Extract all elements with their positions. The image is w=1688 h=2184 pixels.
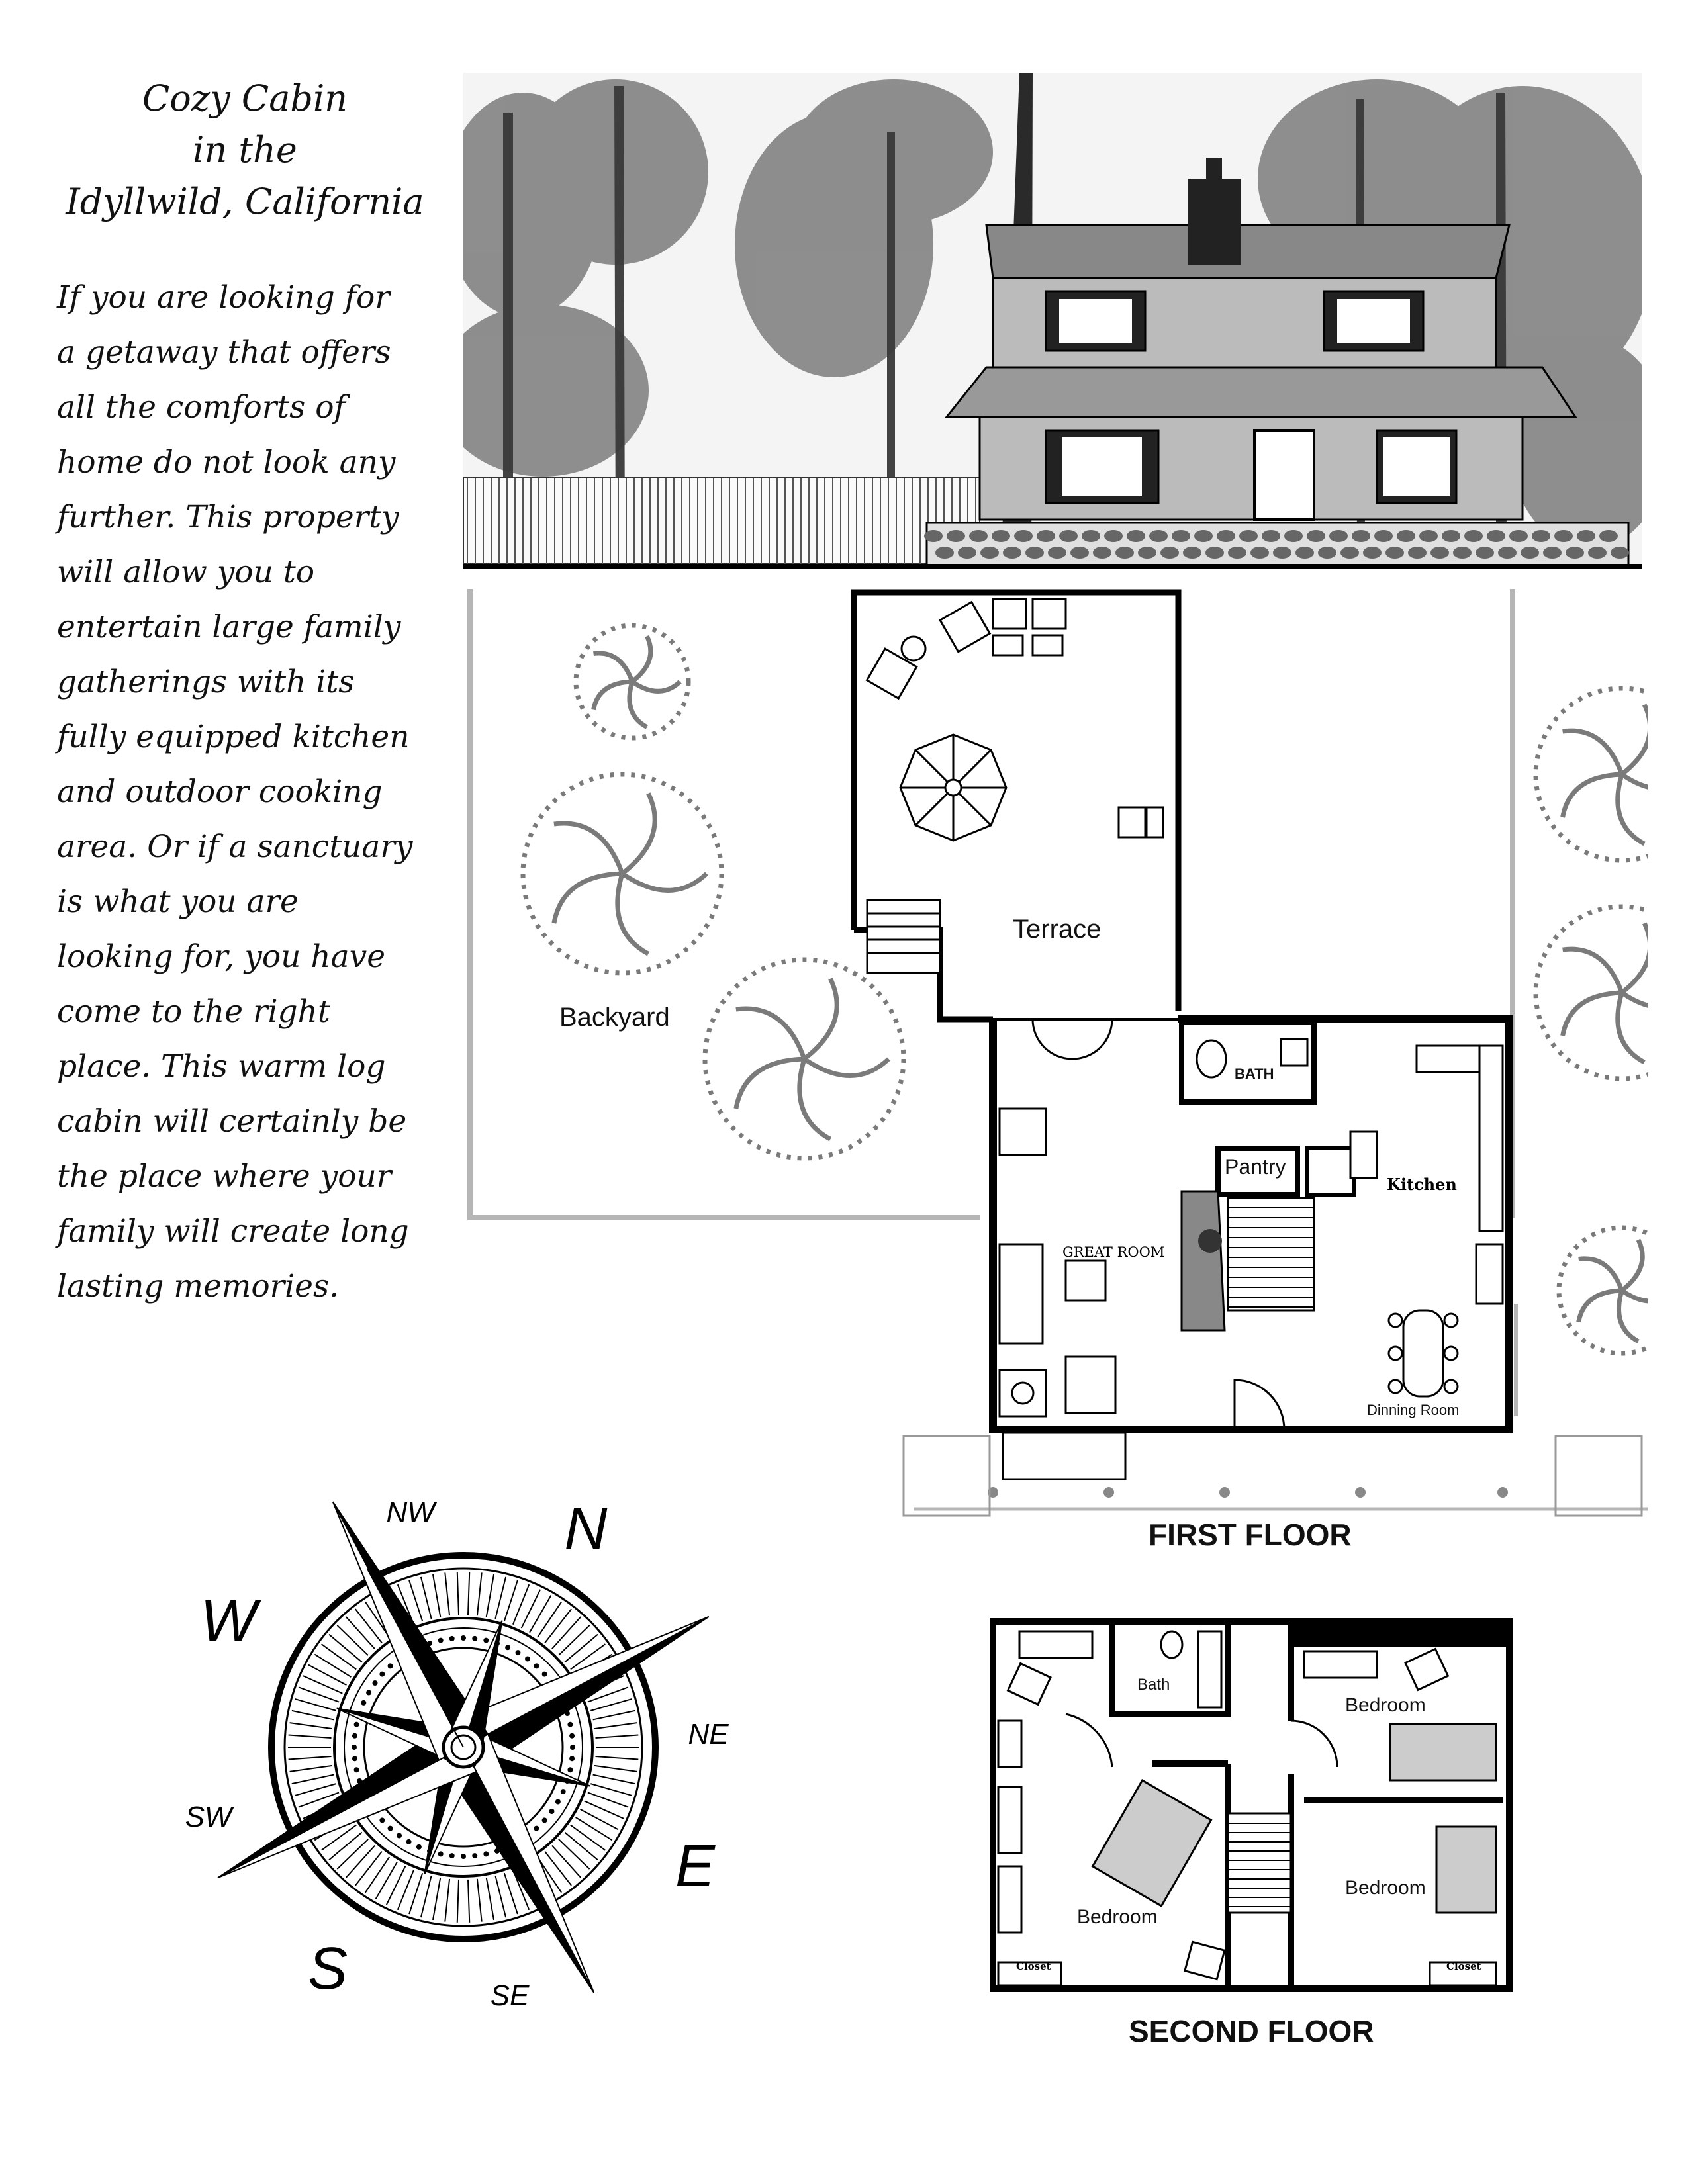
second-floor-title: SECOND FLOOR	[1129, 2014, 1374, 2048]
compass-se-label: SE	[490, 1979, 530, 2012]
description-line: lasting memories.	[57, 1268, 340, 1304]
bedroom-ne-label: Bedroom	[1345, 1694, 1426, 1716]
description-line: all the comforts of	[57, 389, 346, 426]
title-line-3: Idyllwild, California	[66, 181, 424, 222]
description-line: fully equipped kitchen	[57, 719, 410, 755]
first-floor-title: FIRST FLOOR	[1149, 1518, 1352, 1552]
dining-room-label: Dinning Room	[1367, 1402, 1460, 1418]
description-line: come to the right	[57, 993, 330, 1030]
description-line: the place where your	[57, 1158, 392, 1195]
description-line: will allow you to	[57, 554, 315, 590]
terrace-label: Terrace	[1013, 915, 1102, 944]
description-line: is what you are	[57, 884, 299, 920]
description-line: and outdoor cooking	[57, 774, 383, 810]
compass-ne-label: NE	[688, 1718, 729, 1751]
pantry-label: Pantry	[1225, 1155, 1286, 1179]
great-room-label: GREAT ROOM	[1062, 1244, 1165, 1260]
cabin-elevation-illustration	[463, 73, 1642, 569]
compass-e-label: E	[675, 1833, 716, 1899]
description-line: a getaway that offers	[57, 334, 391, 371]
second-bath-label: Bath	[1137, 1676, 1170, 1694]
first-floor-plan	[463, 582, 1648, 1535]
kitchen-label: Kitchen	[1387, 1175, 1457, 1194]
description-line: home do not look any	[57, 444, 396, 480]
description-line: further. This property	[57, 499, 399, 535]
compass-n-label: N	[564, 1496, 608, 1562]
compass-rose-icon	[179, 1456, 748, 2038]
compass-w-label: W	[200, 1588, 257, 1655]
bedroom-w-label: Bedroom	[1077, 1906, 1158, 1928]
description-line: If you are looking for	[57, 279, 390, 316]
description-line: cabin will certainly be	[57, 1103, 407, 1140]
second-floor-plan	[986, 1615, 1516, 2012]
closet-right-label: Closet	[1446, 1960, 1481, 1972]
compass-s-label: S	[307, 1936, 348, 2002]
bedroom-se-label: Bedroom	[1345, 1877, 1426, 1899]
title-block	[40, 73, 450, 228]
description	[57, 270, 454, 1314]
backyard-label: Backyard	[559, 1003, 670, 1032]
title-line-1: Cozy Cabin	[142, 77, 348, 119]
closet-left-label: Closet	[1016, 1960, 1051, 1972]
bath-label: BATH	[1235, 1066, 1274, 1082]
compass-nw-label: NW	[386, 1496, 435, 1529]
compass-sw-label: SW	[185, 1801, 232, 1833]
description-line: area. Or if a sanctuary	[57, 829, 413, 865]
description-line: gatherings with its	[57, 664, 355, 700]
title-line-2: in the	[193, 129, 297, 171]
description-line: family will create long	[57, 1213, 409, 1250]
description-line: place. This warm log	[57, 1048, 386, 1085]
description-line: entertain large family	[57, 609, 401, 645]
description-line: looking for, you have	[57, 938, 386, 975]
